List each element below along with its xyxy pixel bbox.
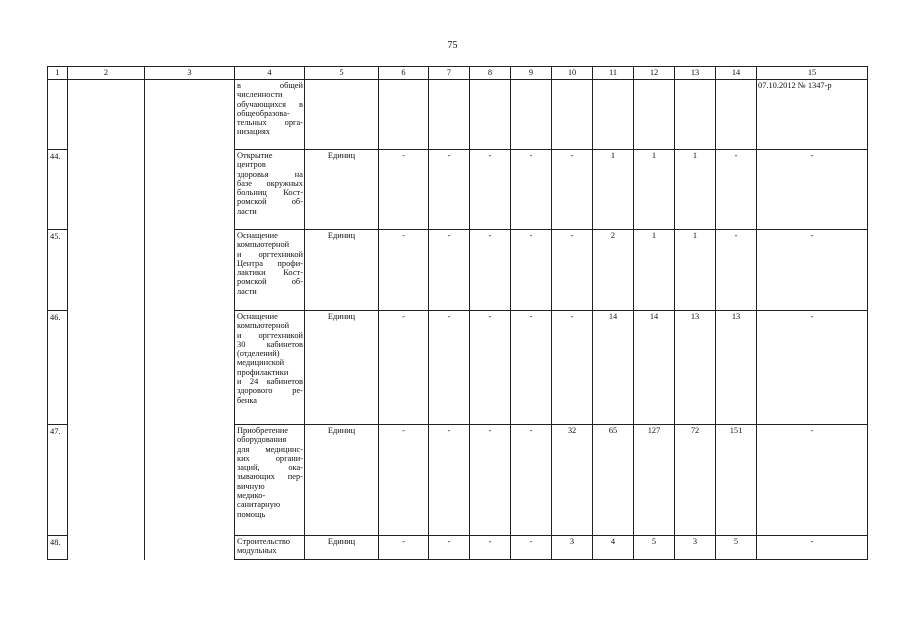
value-cell-col-9: - (511, 425, 552, 536)
value-cell-col-14: 13 (716, 311, 757, 425)
value-cell-col-10: 3 (552, 536, 593, 560)
column-number-2: 2 (68, 67, 145, 80)
empty-cell-col-2 (68, 425, 145, 536)
empty-cell-col-3 (145, 150, 235, 230)
column-number-7: 7 (429, 67, 470, 80)
empty-cell-col-3 (145, 80, 235, 150)
value-cell-col-7 (429, 80, 470, 150)
empty-cell-col-3 (145, 230, 235, 311)
row-number: 46. (48, 311, 68, 425)
value-cell-col-7: - (429, 311, 470, 425)
value-cell-col-10 (552, 80, 593, 150)
description-line: ласти (237, 286, 257, 296)
description-line: Строительство (237, 537, 290, 546)
value-cell-col-14: 5 (716, 536, 757, 560)
description-line: и оргтехникой (237, 330, 303, 340)
unit-of-measure: Единиц (305, 150, 379, 230)
empty-cell-col-2 (68, 536, 145, 560)
value-cell-col-10: - (552, 150, 593, 230)
empty-cell-col-3 (145, 311, 235, 425)
value-cell-col-10: 32 (552, 425, 593, 536)
page-number: 75 (447, 40, 458, 51)
value-cell-col-11: 1 (593, 150, 634, 230)
description-line: профилактики (237, 367, 289, 377)
description-line: заций, ока- (237, 463, 303, 473)
description-line: зывающих пер- (237, 472, 303, 482)
note-cell: - (757, 150, 868, 230)
value-cell-col-8: - (470, 311, 511, 425)
table-row (48, 80, 868, 150)
description-line: здоровья на (237, 169, 303, 179)
unit-of-measure: Единиц (305, 230, 379, 311)
value-cell-col-11: 14 (593, 311, 634, 425)
description-line: общеобразова- (237, 108, 290, 118)
row-number: 48. (48, 536, 68, 560)
description-line: ласти (237, 206, 257, 216)
value-cell-col-8: - (470, 536, 511, 560)
value-cell-col-13: 3 (675, 536, 716, 560)
value-cell-col-6: - (379, 230, 429, 311)
description-line: низациях (237, 127, 270, 137)
description-line: помощь (237, 509, 266, 519)
value-cell-col-6: - (379, 536, 429, 560)
value-cell-col-13: 1 (675, 150, 716, 230)
description-line: и оргтехникой (237, 249, 303, 259)
column-number-14: 14 (716, 67, 757, 80)
row-number: 44. (48, 150, 68, 230)
description-line: Оснащение (237, 312, 278, 321)
description-line: Приобретение (237, 426, 289, 435)
value-cell-col-14: 151 (716, 425, 757, 536)
empty-cell-col-2 (68, 311, 145, 425)
description-line: вичную (237, 481, 265, 491)
description-line: Открытие (237, 151, 273, 160)
value-cell-col-6: - (379, 150, 429, 230)
value-cell-col-14: - (716, 150, 757, 230)
description-line: бенка (237, 395, 258, 405)
value-cell-col-12: 1 (634, 230, 675, 311)
measure-description (235, 536, 305, 560)
description-line: модульных (237, 546, 277, 556)
description-line: компьютерной (237, 321, 290, 331)
description-line: Оснащение (237, 231, 278, 240)
column-number-3: 3 (145, 67, 235, 80)
value-cell-col-9: - (511, 150, 552, 230)
row-number (48, 80, 68, 150)
column-number-6: 6 (379, 67, 429, 80)
description-line: центров (237, 160, 266, 170)
description-line: 30 кабинетов (237, 339, 303, 349)
unit-of-measure: Единиц (305, 425, 379, 536)
measure-description (235, 311, 305, 425)
value-cell-col-14 (716, 80, 757, 150)
value-cell-col-10: - (552, 311, 593, 425)
description-line: для медицинс- (237, 444, 303, 454)
value-cell-col-8 (470, 80, 511, 150)
note-cell: - (757, 425, 868, 536)
description-line: и 24 кабинетов (237, 377, 303, 387)
value-cell-col-9: - (511, 536, 552, 560)
note-cell: - (757, 230, 868, 311)
measure-description (235, 150, 305, 230)
value-cell-col-9 (511, 80, 552, 150)
column-number-11: 11 (593, 67, 634, 80)
description-line: компьютерной (237, 240, 290, 250)
description-line: базе окружных (237, 178, 303, 188)
value-cell-col-10: - (552, 230, 593, 311)
value-cell-col-13: 72 (675, 425, 716, 536)
description-line: здорового ре- (237, 386, 303, 396)
data-table (47, 66, 868, 560)
empty-cell-col-2 (68, 230, 145, 311)
column-number-12: 12 (634, 67, 675, 80)
value-cell-col-11: 65 (593, 425, 634, 536)
measure-description (235, 425, 305, 536)
value-cell-col-6: - (379, 425, 429, 536)
column-number-5: 5 (305, 67, 379, 80)
value-cell-col-11 (593, 80, 634, 150)
row-number: 45. (48, 230, 68, 311)
table-row (48, 150, 868, 230)
column-number-13: 13 (675, 67, 716, 80)
empty-cell-col-2 (68, 150, 145, 230)
description-line: (отделений) (237, 349, 280, 359)
empty-cell-col-3 (145, 425, 235, 536)
table-row (48, 311, 868, 425)
value-cell-col-13 (675, 80, 716, 150)
empty-cell-col-2 (68, 80, 145, 150)
value-cell-col-8: - (470, 150, 511, 230)
table-row (48, 425, 868, 536)
note-cell: - (757, 536, 868, 560)
column-number-1: 1 (48, 67, 68, 80)
column-number-15: 15 (757, 67, 868, 80)
description-line: медико- (237, 491, 266, 501)
table-row (48, 536, 868, 560)
unit-of-measure: Единиц (305, 311, 379, 425)
table-body (48, 80, 868, 560)
value-cell-col-11: 2 (593, 230, 634, 311)
column-number-4: 4 (235, 67, 305, 80)
column-number-9: 9 (511, 67, 552, 80)
column-number-row (48, 67, 868, 80)
value-cell-col-14: - (716, 230, 757, 311)
unit-of-measure: Единиц (305, 536, 379, 560)
value-cell-col-11: 4 (593, 536, 634, 560)
description-line: обучающихся в (237, 99, 303, 109)
empty-cell-col-3 (145, 536, 235, 560)
value-cell-col-7: - (429, 230, 470, 311)
description-line: численности (237, 90, 283, 100)
value-cell-col-7: - (429, 536, 470, 560)
measure-description (235, 230, 305, 311)
description-line: медицинской (237, 358, 285, 368)
description-line: лактики Кост- (237, 268, 303, 278)
value-cell-col-7: - (429, 150, 470, 230)
value-cell-col-8: - (470, 425, 511, 536)
description-line: санитарную (237, 500, 281, 510)
row-number: 47. (48, 425, 68, 536)
value-cell-col-7: - (429, 425, 470, 536)
value-cell-col-12: 1 (634, 150, 675, 230)
description-line: оборудования (237, 435, 287, 445)
measure-description (235, 80, 305, 150)
value-cell-col-6: - (379, 311, 429, 425)
note-cell: - (757, 311, 868, 425)
value-cell-col-12: 5 (634, 536, 675, 560)
description-line: ких органи- (237, 453, 303, 463)
value-cell-col-13: 13 (675, 311, 716, 425)
value-cell-col-13: 1 (675, 230, 716, 311)
value-cell-col-12 (634, 80, 675, 150)
value-cell-col-6 (379, 80, 429, 150)
description-line: тельных орга- (237, 118, 303, 128)
value-cell-col-12: 14 (634, 311, 675, 425)
note-cell: 07.10.2012 № 1347-р (757, 80, 868, 150)
value-cell-col-12: 127 (634, 425, 675, 536)
column-number-10: 10 (552, 67, 593, 80)
unit-of-measure (305, 80, 379, 150)
value-cell-col-9: - (511, 311, 552, 425)
value-cell-col-8: - (470, 230, 511, 311)
description-line: ромской об- (237, 197, 303, 207)
description-line: Центра профи- (237, 258, 303, 268)
description-line: ромской об- (237, 277, 303, 287)
value-cell-col-9: - (511, 230, 552, 311)
table-row (48, 230, 868, 311)
description-line: в общей (237, 81, 303, 90)
description-line: больниц Кост- (237, 188, 303, 198)
column-number-8: 8 (470, 67, 511, 80)
